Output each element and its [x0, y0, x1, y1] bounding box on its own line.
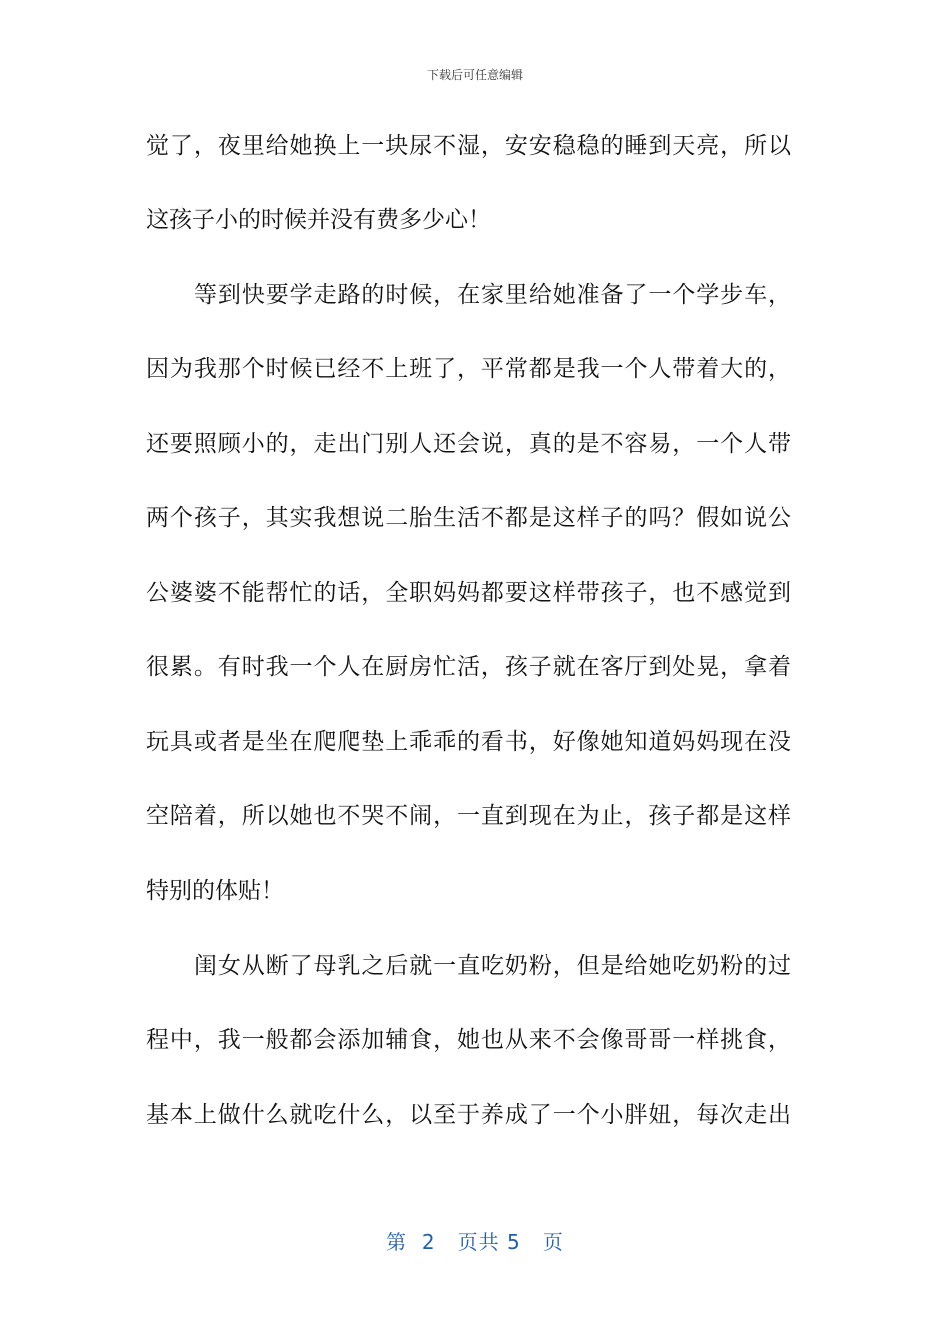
text-line: 特别的体贴！: [146, 878, 284, 904]
text-line: 很累。有时我一个人在厨房忙活，孩子就在客厅到处晃，拿着: [146, 654, 791, 680]
text-line: 玩具或者是坐在爬爬垫上乖乖的看书，好像她知道妈妈现在没: [146, 729, 791, 755]
text-line: 因为我那个时候已经不上班了，平常都是我一个人带着大的，: [146, 356, 791, 382]
page-number-footer: 第 2 页共 5 页: [386, 1230, 564, 1254]
text-line: 闺女从断了母乳之后就一直吃奶粉，但是给她吃奶粉的过: [194, 953, 791, 979]
text-line: 这孩子小的时候并没有费多少心！: [146, 207, 491, 233]
text-line: 两个孩子，其实我想说二胎生活不都是这样子的吗？假如说公: [146, 505, 791, 531]
text-line: 程中，我一般都会添加辅食，她也从来不会像哥哥一样挑食，: [146, 1027, 791, 1053]
text-line: 还要照顾小的，走出门别人还会说，真的是不容易，一个人带: [146, 431, 791, 457]
text-line: 公婆婆不能帮忙的话，全职妈妈都要这样带孩子，也不感觉到: [146, 580, 791, 606]
text-line: 觉了，夜里给她换上一块尿不湿，安安稳稳的睡到天亮，所以: [146, 133, 791, 159]
text-line: 基本上做什么就吃什么，以至于养成了一个小胖妞，每次走出: [146, 1102, 791, 1128]
text-line: 空陪着，所以她也不哭不闹，一直到现在为止，孩子都是这样: [146, 803, 791, 829]
header-note: 下载后可任意编辑: [426, 68, 523, 82]
text-line: 等到快要学走路的时候，在家里给她准备了一个学步车，: [194, 282, 791, 308]
